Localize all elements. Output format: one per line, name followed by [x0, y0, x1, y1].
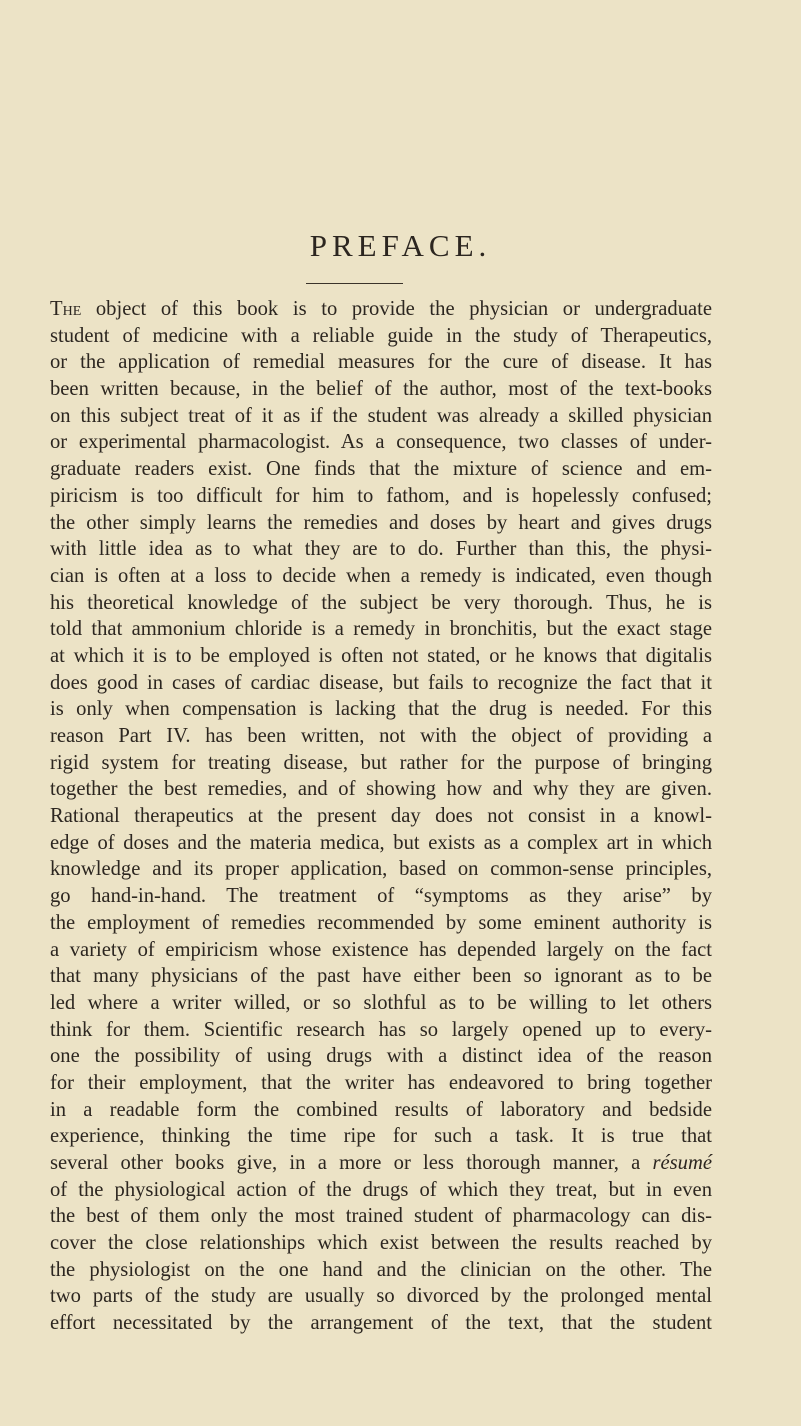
text-line: one the possibility of using drugs with a distinct idea of the reason — [50, 1045, 712, 1068]
text-line: several other books give, in a more or less thorough manner, a résumé — [50, 1152, 712, 1174]
text-line: reason Part IV. has been written, not with the object of providing a — [50, 725, 712, 747]
text-line: or the application of remedial measures for the cure of disease. It has — [50, 351, 712, 374]
text-line: edge of doses and the materia medica, but exists as a complex art in which — [50, 831, 712, 854]
text-line: led where a writer willed, or so slothful as to be willing to let others — [50, 991, 712, 1014]
text-line: The object of this book is to provide the physician or undergraduate — [50, 298, 712, 320]
text-line: his theoretical knowledge of the subject be very thorough. Thus, he is — [50, 591, 712, 614]
text-line: cover the close relationships which exist between the results reached by — [50, 1232, 712, 1255]
text-line: effort necessitated by the arrangement of the text, that the student — [50, 1312, 712, 1335]
text-line: student of medicine with a reliable guide in the study of Therapeutics, — [50, 324, 712, 347]
text-line: together the best remedies, and of showing how and why they are given. — [50, 778, 712, 801]
page-title: PREFACE. — [309, 228, 492, 263]
text-line: the physiologist on the one hand and the clinician on the other. The — [50, 1258, 712, 1281]
text-line: on this subject treat of it as if the student was already a skilled physician — [50, 404, 712, 427]
text-line: graduate readers exist. One finds that the mixture of science and em- — [50, 458, 712, 481]
text-line: or experimental pharmacologist. As a consequence, two classes of under- — [50, 431, 712, 454]
text-line: is only when compensation is lacking that the drug is needed. For this — [50, 698, 712, 721]
text-line: in a readable form the combined results of laboratory and bedside — [50, 1098, 712, 1121]
text-line: rigid system for treating disease, but rather for the purpose of bringing — [50, 751, 712, 774]
text-line: cian is often at a loss to decide when a remedy is indicated, even though — [50, 564, 712, 587]
text-line: of the physiological action of the drugs of which they treat, but in even — [50, 1178, 712, 1201]
text-line: a variety of empiricism whose existence has depended largely on the fact — [50, 938, 712, 961]
text-line: the other simply learns the remedies and doses by heart and gives drugs — [50, 511, 712, 534]
text-line: at which it is to be employed is often not stated, or he knows that digitalis — [50, 644, 712, 667]
text-line: experience, thinking the time ripe for such a task. It is true that — [50, 1125, 712, 1148]
text-line: with little idea as to what they are to do. Further than this, the physi- — [50, 538, 712, 561]
text-line: been written because, in the belief of the author, most of the text-books — [50, 378, 712, 401]
text-line: told that ammonium chloride is a remedy in bronchitis, but the exact stage — [50, 618, 712, 641]
title-divider — [306, 283, 403, 284]
text-line: think for them. Scientific research has so largely opened up to every- — [50, 1018, 712, 1041]
text-line: knowledge and its proper application, based on common-sense principles, — [50, 858, 712, 881]
text-line: two parts of the study are usually so divorced by the prolonged mental — [50, 1285, 712, 1308]
text-line: does good in cases of cardiac disease, but fails to recognize the fact that it — [50, 671, 712, 694]
text-line: Rational therapeutics at the present day does not consist in a knowl- — [50, 805, 712, 828]
preface-paragraph — [50, 296, 712, 1337]
text-line: go hand-in-hand. The treatment of “symptoms as they arise” by — [50, 885, 712, 908]
text-line: the employment of remedies recommended by some eminent authority is — [50, 911, 712, 934]
text-line: piricism is too difficult for him to fathom, and is hopelessly confused; — [50, 484, 712, 507]
text-line: that many physicians of the past have either been so ignorant as to be — [50, 965, 712, 988]
text-line: for their employment, that the writer has endeavored to bring together — [50, 1071, 712, 1094]
text-line: the best of them only the most trained student of pharmacology can dis- — [50, 1205, 712, 1228]
